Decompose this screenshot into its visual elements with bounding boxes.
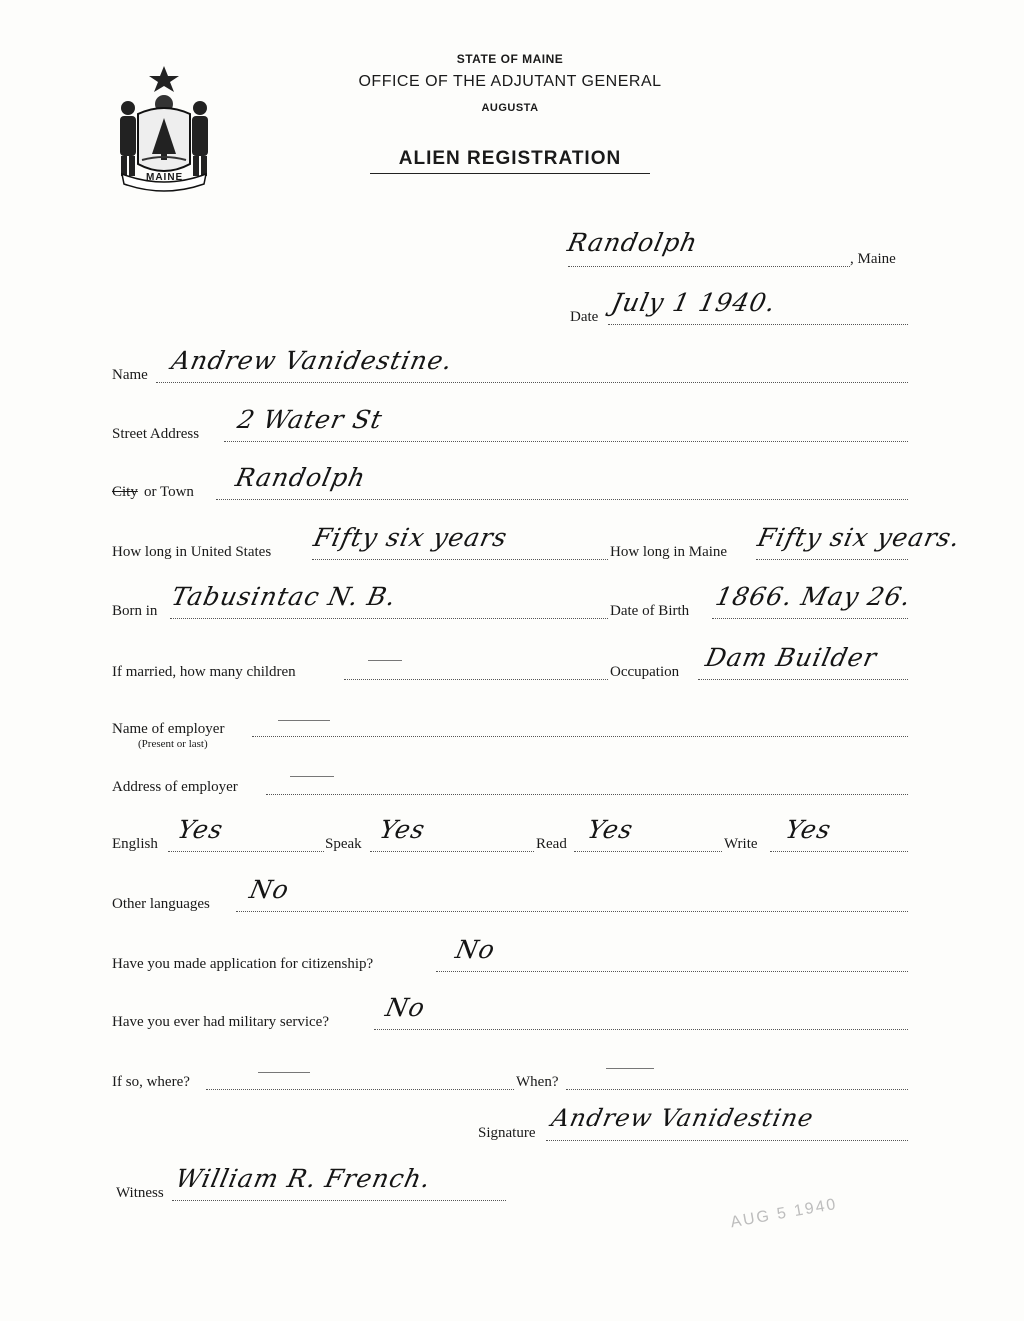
- occupation-label: Occupation: [610, 664, 680, 680]
- place-line: [568, 266, 850, 267]
- read-line: [574, 851, 722, 852]
- how-long-maine-value: Fifty six years.: [754, 523, 964, 552]
- name-label: Name: [112, 367, 148, 383]
- employer-address-line: [266, 794, 908, 795]
- date-of-birth-label: Date of Birth: [610, 603, 690, 619]
- city-prefix-struck: City: [112, 484, 138, 500]
- seal-banner-text: MAINE: [146, 172, 184, 183]
- when-dash: [606, 1068, 654, 1069]
- witness-line: [172, 1200, 506, 1201]
- employer-address-dash: [290, 776, 334, 777]
- children-line: [344, 679, 608, 680]
- employer-address-label: Address of employer: [112, 779, 238, 795]
- where-label: If so, where?: [112, 1074, 190, 1090]
- when-line: [566, 1089, 908, 1090]
- citizenship-line: [436, 971, 908, 972]
- form-title: ALIEN REGISTRATION: [370, 148, 650, 174]
- military-label: Have you ever had military service?: [112, 1014, 329, 1030]
- read-value: Yes: [584, 815, 637, 844]
- date-of-birth-value: 1866. May 26.: [712, 582, 914, 611]
- employer-line: [252, 736, 908, 737]
- occupation-value: Dam Builder: [702, 643, 880, 672]
- other-languages-line: [236, 911, 908, 912]
- received-date-stamp: AUG 5 1940: [729, 1195, 839, 1232]
- how-long-us-line: [312, 559, 608, 560]
- name-line: [156, 382, 908, 383]
- military-line: [374, 1029, 908, 1030]
- english-value: Yes: [174, 815, 227, 844]
- born-in-line: [170, 618, 608, 619]
- other-languages-value: No: [246, 875, 293, 904]
- signature-line: [546, 1140, 908, 1141]
- english-label: English: [112, 836, 158, 852]
- header-office: OFFICE OF THE ADJUTANT GENERAL: [358, 73, 662, 90]
- employer-label: Name of employer: [112, 721, 225, 737]
- town-label: or Town: [144, 484, 194, 500]
- name-value: Andrew Vanidestine.: [168, 346, 456, 375]
- signature-label: Signature: [478, 1125, 536, 1141]
- street-value: 2 Water St: [234, 405, 386, 434]
- military-value: No: [382, 993, 429, 1022]
- occupation-line: [698, 679, 908, 680]
- signature-value: Andrew Vanidestine: [549, 1104, 817, 1132]
- citizenship-label: Have you made application for citizenship?: [112, 956, 374, 972]
- where-line: [206, 1089, 514, 1090]
- header-city: AUGUSTA: [481, 102, 539, 114]
- write-value: Yes: [782, 815, 835, 844]
- english-line: [168, 851, 324, 852]
- how-long-maine-line: [756, 559, 908, 560]
- town-value: Randolph: [232, 463, 369, 492]
- how-long-maine-label: How long in Maine: [610, 544, 728, 560]
- write-line: [770, 851, 908, 852]
- how-long-us-label: How long in United States: [112, 544, 272, 560]
- speak-line: [370, 851, 534, 852]
- where-dash: [258, 1072, 310, 1073]
- children-label: If married, how many children: [112, 664, 296, 680]
- header-state: STATE OF MAINE: [456, 52, 564, 66]
- employer-dash: [278, 720, 330, 721]
- place-suffix: , Maine: [850, 251, 896, 267]
- date-line: [608, 324, 908, 325]
- when-label: When?: [516, 1074, 559, 1090]
- town-line: [216, 499, 908, 500]
- how-long-us-value: Fifty six years: [310, 523, 511, 552]
- write-label: Write: [724, 836, 758, 852]
- read-label: Read: [536, 836, 567, 852]
- born-in-label: Born in: [112, 603, 158, 619]
- date-of-birth-line: [712, 618, 908, 619]
- employer-sublabel: (Present or last): [138, 738, 208, 750]
- citizenship-value: No: [452, 935, 499, 964]
- children-dash: [368, 660, 402, 661]
- speak-value: Yes: [376, 815, 429, 844]
- maine-state-seal-icon: [108, 62, 220, 192]
- date-label: Date: [570, 309, 599, 325]
- street-line: [224, 441, 908, 442]
- witness-value: William R. French.: [172, 1164, 434, 1193]
- born-in-value: Tabusintac N. B.: [168, 582, 400, 611]
- speak-label: Speak: [325, 836, 362, 852]
- place-value: Randolph: [564, 228, 701, 257]
- date-value: July 1 1940.: [608, 288, 779, 317]
- street-label: Street Address: [112, 426, 200, 442]
- other-languages-label: Other languages: [112, 896, 210, 912]
- witness-label: Witness: [116, 1185, 164, 1201]
